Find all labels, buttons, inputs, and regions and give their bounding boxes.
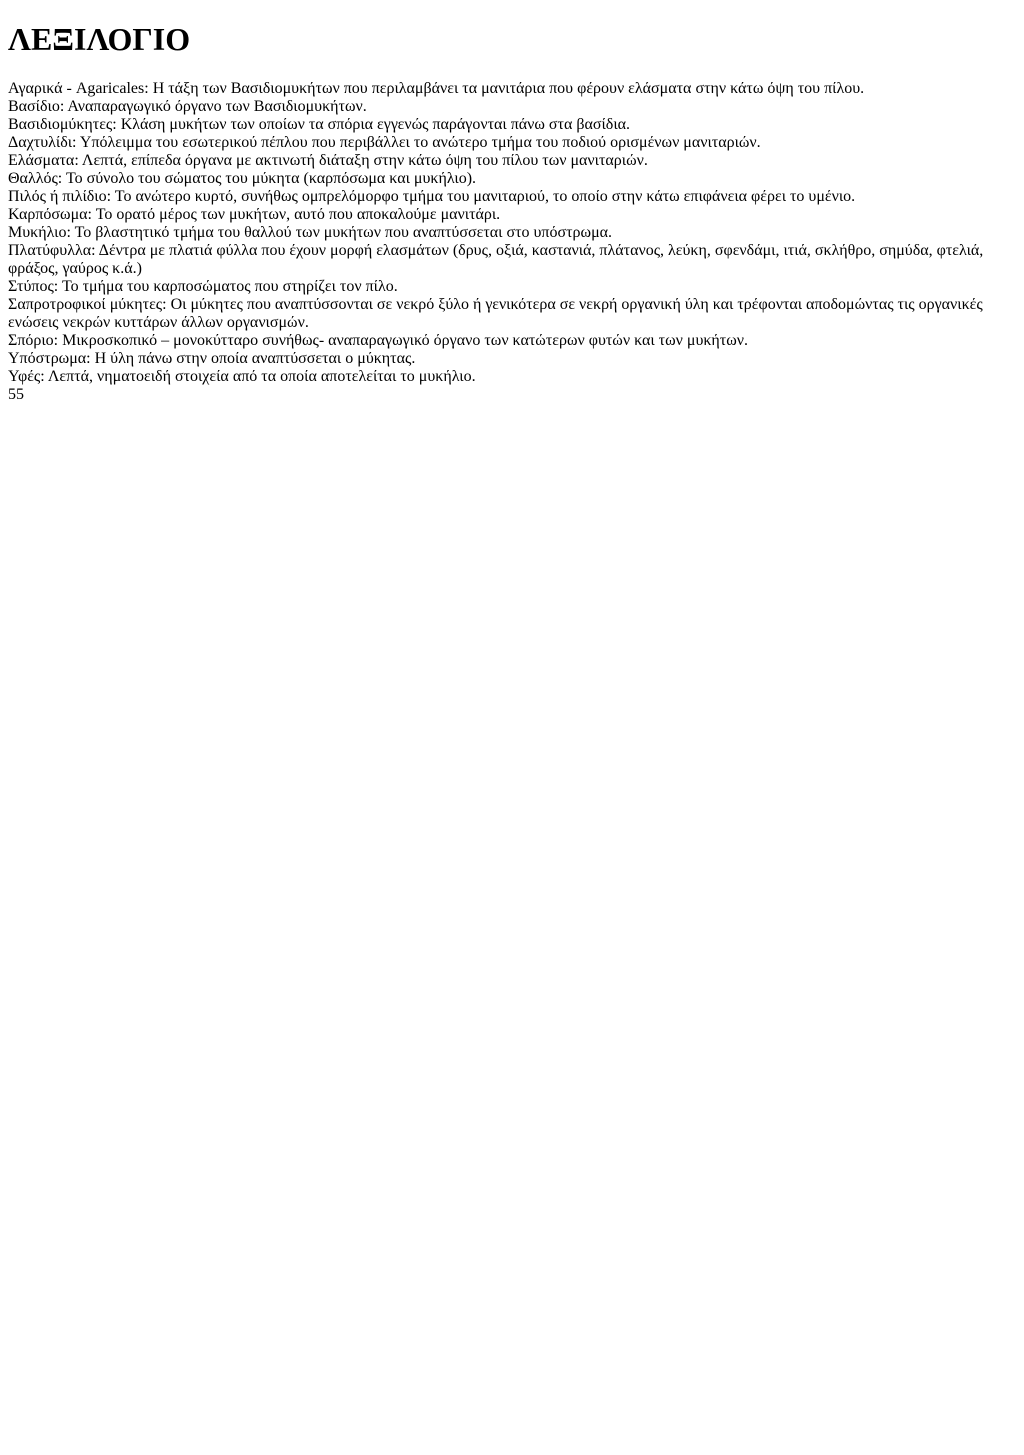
glossary-term: Σαπροτροφικοί μύκητες: — [8, 295, 167, 313]
page-title: ΛΕΞΙΛΟΓΙΟ — [8, 21, 191, 58]
glossary-definition: Το σύνολο του σώματος του μύκητα (καρπόσωμα και μυκήλιο). — [65, 169, 477, 187]
glossary-term: Υφές: — [8, 367, 45, 385]
glossary-entry — [8, 296, 1016, 332]
glossary-definition: Το βλαστητικό τμήμα του θαλλού των μυκήτων που αναπτύσσεται στο υπόστρωμα. — [74, 223, 613, 241]
glossary-entry — [8, 278, 1016, 296]
glossary-term: Πιλός ή πιλίδιο: — [8, 187, 112, 205]
glossary-definition: Το ορατό μέρος των μυκήτων, αυτό που αποκαλούμε μανιτάρι. — [95, 205, 501, 223]
glossary-term: Πλατύφυλλα: — [8, 241, 96, 259]
glossary-term: Μυκήλιο: — [8, 223, 71, 241]
glossary-term: Βασιδιομύκητες: — [8, 115, 117, 133]
glossary-definition: Υπόλειμμα του εσωτερικού πέπλου που περιβάλλει το ανώτερο τμήμα του ποδιού ορισμένων μανιταριών. — [79, 133, 761, 151]
glossary-definition: Οι μύκητες που αναπτύσσονται σε νεκρό ξύλο ή γενικότερα σε νεκρή οργανική ύλη και τρέφονται αποδομώντας τις οργανικές ενώσεις νεκρών κυττάρων άλλων οργανισμών. — [8, 295, 983, 331]
glossary-term: Ελάσματα: — [8, 151, 79, 169]
glossary-entry — [8, 170, 1016, 188]
glossary-entry — [8, 152, 1016, 170]
glossary-entry — [8, 242, 1016, 278]
glossary-entry — [8, 98, 1016, 116]
glossary-term: Θαλλός: — [8, 169, 63, 187]
glossary-term: Αγαρικά - Agaricales: — [8, 79, 149, 97]
glossary-entry — [8, 116, 1016, 134]
page-number: 55 — [8, 385, 24, 403]
glossary-definition: Το τμήμα του καρποσώματος που στηρίζει τον πίλο. — [61, 277, 398, 295]
glossary-entry — [8, 206, 1016, 224]
glossary-term: Υπόστρωμα: — [8, 349, 91, 367]
glossary-entry — [8, 80, 1016, 98]
glossary-entry — [8, 188, 1016, 206]
glossary-definition: Η τάξη των Βασιδιομυκήτων που περιλαμβάνει τα μανιτάρια που φέρουν ελάσματα στην κάτω όψη του πίλου. — [152, 79, 865, 97]
glossary-definition: Αναπαραγωγικό όργανο των Βασιδιομυκήτων. — [67, 97, 367, 115]
glossary-definition: Μικροσκοπικό – μονοκύτταρο συνήθως- αναπαραγωγικό όργανο των κατώτερων φυτών και των μυκήτων. — [62, 331, 748, 349]
glossary-definition: Λεπτά, επίπεδα όργανα με ακτινωτή διάταξη στην κάτω όψη του πίλου των μανιταριών. — [81, 151, 648, 169]
glossary-definition: Δέντρα με πλατιά φύλλα που έχουν μορφή ελασμάτων (δρυς, οξιά, καστανιά, πλάτανος, λεύκη, σφενδάμι, ιτιά, σκλήθρο, σημύδα, φτελιά, φράξος, γαύρος κ.ά.) — [8, 241, 984, 277]
glossary-term: Καρπόσωμα: — [8, 205, 92, 223]
glossary-entry — [8, 224, 1016, 242]
glossary-term: Σπόριο: — [8, 331, 59, 349]
glossary-term: Στύπος: — [8, 277, 59, 295]
glossary-definition: Κλάση μυκήτων των οποίων τα σπόρια εγγενώς παράγονται πάνω στα βασίδια. — [120, 115, 631, 133]
glossary-entry — [8, 350, 1016, 368]
glossary-definition: Το ανώτερο κυρτό, συνήθως ομπρελόμορφο τμήμα του μανιταριού, το οποίο στην κάτω επιφάνεια φέρει το υμένιο. — [114, 187, 856, 205]
glossary-list — [8, 80, 1016, 386]
glossary-entry — [8, 368, 1016, 386]
glossary-entry — [8, 134, 1016, 152]
glossary-entry — [8, 332, 1016, 350]
glossary-definition: Η ύλη πάνω στην οποία αναπτύσσεται ο μύκητας. — [94, 349, 416, 367]
glossary-term: Δαχτυλίδι: — [8, 133, 77, 151]
document-page — [8, 21, 1016, 403]
glossary-term: Βασίδιο: — [8, 97, 65, 115]
glossary-definition: Λεπτά, νηματοειδή στοιχεία από τα οποία αποτελείται το μυκήλιο. — [47, 367, 476, 385]
